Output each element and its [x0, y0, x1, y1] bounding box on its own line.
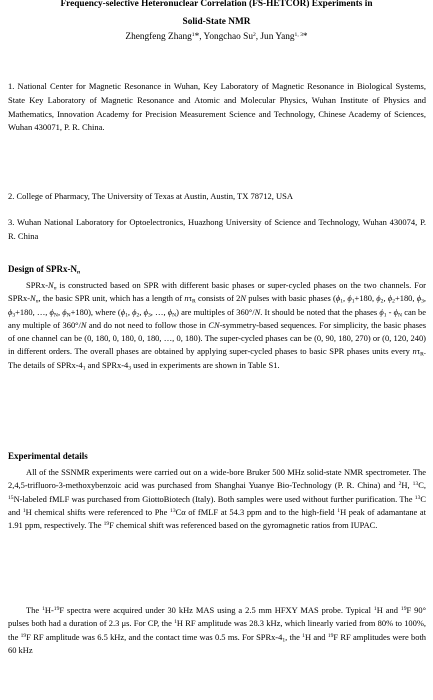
paper-title: [8, 0, 425, 31]
affiliation-2: 2. College of Pharmacy, The University of Texas at Austin, Austin, TX 78712, USA: [8, 191, 293, 201]
section-heading-design: Design of SPRx-$N_n$: [8, 264, 81, 276]
author-separator: ,: [255, 32, 261, 42]
section-heading-experimental: Experimental details: [8, 451, 88, 461]
corresponding-mark: *: [302, 32, 308, 42]
author-name: Jun Yang: [260, 32, 295, 42]
author-name: Yongchao Su: [203, 32, 253, 42]
affiliation-3: 3. Wuhan National Laboratory for Optoelectronics, Huazhong University of Science and Technology, Wuhan 430074, P. R. China: [8, 217, 426, 241]
affiliation-1: 1. National Center for Magnetic Resonance in Wuhan, Key Laboratory of Magnetic Resonance in Biological Systems, State Key Laboratory of Magnetic Resonance and Atomic and Molecular Physics, Wuhan Institute of Physics and Mathematics, Innovation Academy for Precision Measurement Science and Technology, Chinese Academy of Sciences, Wuhan 430071, P. R. China.: [8, 81, 426, 133]
author-name: Zhengfeng Zhang: [125, 32, 192, 42]
paragraph-design: SPRx-$N_n$ is constructed based on SPR with different basic phases or super-cycled phases on the two channels. For SPRx-$N_n$, the basic SPR unit, which has a length of $n\tau_R$ consists of 2N pulses with basic phases ($\phi_1$, $\phi_1+180$, $\phi_2$, $\phi_2+180$, $\phi_3$, $\phi_3+180$, …, $\phi_N$, $\phi_N+180$), where ($\phi_1$, $\phi_2$, $\phi_3$, …, $\phi_N$) are multiples of 360°/N. It should be noted that the phases $\phi_1 - \phi_N$ can be any multiple of 360°/N and do not need to follow those in CN-symmetry-based sequences. For simplicity, the basic phases of one channel can be (0, 180, 0, 180, 0, 180, …, 0, 180). The super-cycled phases can be (0, 90, 180, 270) or (0, 120, 240) in different orders. The overall phases are obtained by applying super-cycled phases to basic SPR phases units every $n\tau_R$. The details of SPRx-$4_1$ and SPRx-$4_3$ used in experiments are shown in Table S1.: [8, 280, 427, 372]
author-affiliation-mark: 1: [191, 31, 195, 38]
paper-title-line-2: Solid-State NMR: [182, 17, 251, 28]
paper-title-line-1: Frequency-selective Heteronuclear Correlation (FS-HETCOR) Experiments in: [60, 0, 373, 9]
author-affiliation-mark: 1, 3: [294, 31, 303, 38]
corresponding-mark: *: [194, 32, 200, 42]
author-separator: ,: [199, 32, 204, 42]
author-list: [8, 31, 425, 44]
author-affiliation-mark: 2: [252, 31, 256, 38]
paragraph-experimental-1: All of the SSNMR experiments were carried out on a wide-bore Bruker 500 MHz solid-state NMR spectrometer. The 2,4,5-trifluoro-3-methoxybenzoic acid was purchased from Shanghai Yuanye Bio-Technology (P. R. China) and $^2$H, $^{13}$C, $^{15}$N-labeled fMLF was purchased from GiottoBiotech (Italy). Both samples were used without further purification. The $^{13}$C and $^1$H chemical shifts were referenced to Phe $^{13}$Cα of fMLF at 54.3 ppm and to the high-field $^1$H peak of adamantane at 1.91 ppm, respectively. The $^{19}$F chemical shift was referenced based on the gyromagnetic ratios from IUPAC.: [8, 467, 427, 531]
paragraph-experimental-2: The $^1$H-$^{19}$F spectra were acquired under 30 kHz MAS using a 2.5 mm HFXY MAS probe. Typical $^1$H and $^{19}$F 90° pulses both had a duration of 2.3 μs. For CP, the $^1$H RF amplitude was 28.3 kHz, which linearly varied from 80% to 100%, the $^{19}$F RF amplitude was 6.5 kHz, and the contact time was 0.5 ms. For SPRx-$4_1$, the $^1$H and $^{19}$F RF amplitudes were both 60 kHz: [8, 605, 427, 655]
